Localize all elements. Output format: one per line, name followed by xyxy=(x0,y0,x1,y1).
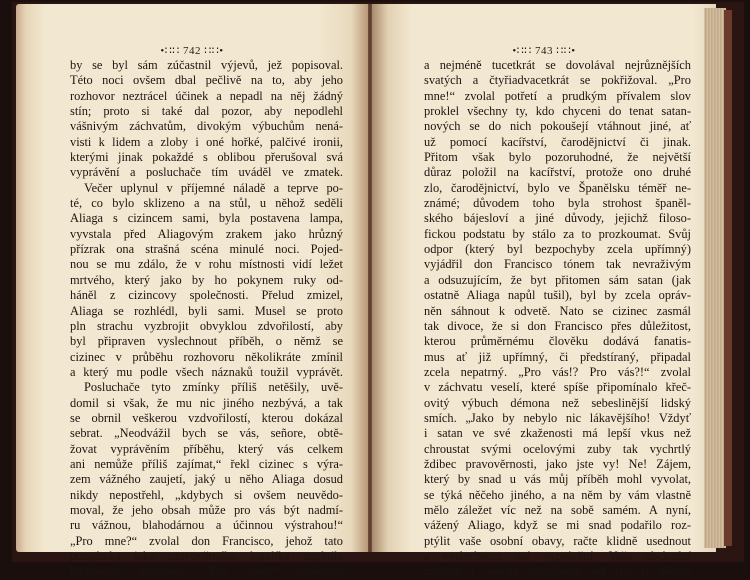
text-line: ovitý výbuch démona než sebeslinější lidský xyxy=(424,395,691,410)
text-line: se obrnil veškerou vzdvořilostí, kterou dokázal xyxy=(70,410,343,425)
text-line: nikdy nepostřehl, „kdybych si ovšem neuvědo- xyxy=(70,487,343,502)
text-line: nových se do nich pokoušejí vtáhnout jiné, ať xyxy=(424,119,691,134)
text-line: té, co bylo sklizeno a na stůl, u něhož seděli xyxy=(70,196,343,211)
text-line: vyvstala před Aliagovým zrakem jako hrůzný xyxy=(70,226,343,241)
text-line: chroustat svými ocelovými zuby tak vychrtlý xyxy=(424,441,691,456)
left-page-text xyxy=(70,58,343,580)
text-line: moval, že jeho obsah může pro vás být nadmí- xyxy=(70,502,343,517)
left-page-number: •∷∷ 742 ∷∷• xyxy=(160,45,224,57)
text-line: visti k lidem a zloby i oné hořké, palčivé ironii, xyxy=(70,134,343,149)
text-line: rozhovor neztrácel účinek a nepadl na něj žádný xyxy=(70,88,343,103)
text-line: vášnivým záchvatům, divokým výbuchům nená- xyxy=(70,119,343,134)
text-line: vyprávění a posluchače tím uváděl ve zmatek. xyxy=(70,165,343,180)
text-line: zlo, čarodějnictví, bylo ve Španělsku téměř ne- xyxy=(424,180,691,195)
left-page xyxy=(16,4,368,579)
right-page-number: •∷∷ 743 ∷∷• xyxy=(512,45,576,57)
text-line: ostatně Aliaga napůl tušil), byl by zcela opráv- xyxy=(424,288,691,303)
text-line: vyjádřil don Francisco tónem tak nevraživým xyxy=(424,257,691,272)
text-line: poznámka jako pravověrného katolíka naplnila xyxy=(70,549,343,563)
book-cover-edge xyxy=(724,10,732,546)
text-line: už pomocí kacířství, čarodějnictví či jinak. xyxy=(424,134,691,149)
text-line: ru vážnou, blahodárnou a účinnou výstrahou!“ xyxy=(70,518,343,533)
text-line: ského bájesloví a jiné důvody, jejichž filoso- xyxy=(424,211,691,226)
text-line: Této noci ovšem dbal pečlivě na to, aby jeho xyxy=(70,73,343,88)
text-line: ždibec pravověrnosti, jako jste vy! Ne! Zájem, xyxy=(424,456,691,471)
text-line: ani nemůže příliš zajímat,“ řekl cizinec s výra- xyxy=(70,456,343,471)
text-line: vážený Aliago, když se mi snad podařilo roz- xyxy=(424,518,691,533)
text-line: kterou průměrnému člověku dodává fanatis- xyxy=(424,334,691,349)
text-line: byl připraven vyslechnout příběh, o němž se xyxy=(70,334,343,349)
text-line: který by snad u vás můj příběh mohl vyvolat, xyxy=(424,472,691,487)
text-line: cizinec v průběhu rozhovoru několikráte zmínil xyxy=(70,349,343,364)
text-line: důraz položil na kacířství, protože ono druhé xyxy=(424,165,691,180)
text-line: a který mu podle všech náznaků toužil vyprávět. xyxy=(70,364,343,379)
text-line: svatých a čtyřiadvacetkrát se pokřižoval. „Pro xyxy=(424,73,691,88)
text-line: a odsuzujícím, že byt přitomen sám satan (jak xyxy=(424,272,691,287)
text-line: a nejméně tucetkrát se dovolával nejrůznějších xyxy=(424,58,691,72)
text-line: Přitom však bylo pozoruhodné, že největší xyxy=(424,150,691,165)
text-line: v záchvatu veselí, které spíše připomínalo křeč- xyxy=(424,380,691,395)
right-page-text xyxy=(424,58,691,580)
text-line: mus ať již upřímný, či předstíraný, připadal xyxy=(424,349,691,364)
text-line: Večer uplynul v příjemné náladě a teprve po- xyxy=(84,180,343,195)
text-line: háněl z cizincovy společnosti. Přelud zmizel, xyxy=(70,288,343,303)
text-line: odpor (který byl bezpochyby zcela upřímný) xyxy=(424,242,691,257)
text-line: něn sáhnout k odvetě. Nato se cizinec zasmál xyxy=(424,303,691,318)
text-line: tak divoce, že si don Francisco přes důležitost, xyxy=(424,318,691,333)
text-line: ptýlit vaše osobní obavy, račte klidně usednout xyxy=(424,533,691,548)
text-line: přízrak ona strašná scéna minulé noci. Pojed- xyxy=(70,242,343,257)
right-page xyxy=(372,4,716,579)
text-line: proklel všechny ty, kdo chyceni do tenat satan- xyxy=(424,104,691,119)
page-edges xyxy=(704,8,726,548)
text-line: fickou podstatu by stálo za to prozkoumat. Svůj xyxy=(424,226,691,241)
text-line: mne!“ zvolal potřetí a prudkým přívalem slov xyxy=(424,88,691,103)
text-line: zem vážného zaujetí, jaký u něho Aliaga dosud xyxy=(70,472,343,487)
text-line: stín; proto si také dal pozor, aby nepodlehl xyxy=(70,104,343,119)
text-line: a vyslechnout mé vyprávění. Vaše obchodní xyxy=(424,549,691,563)
text-line: nou se mu zdálo, že v rohu místnosti vidí ležet xyxy=(70,257,343,272)
text-line: domil si však, že mu nic jiného nezbývá, a tak xyxy=(70,395,343,410)
text-line: Posluchače tyto zmínky příliš netěšily, uvě- xyxy=(84,380,343,395)
text-line: by se byl sám zúčastnil výjevů, jež popisoval. xyxy=(70,58,343,72)
text-line: „Pro mne?“ zvolal don Francisco, jehož tato xyxy=(70,533,343,548)
text-line: mělo záležet víc než na sobě samém. A nyní, xyxy=(424,502,691,517)
text-line: Aliaga se rozhlédl, byli sami. Musel se proto xyxy=(70,303,343,318)
text-line: pln strachu vyzbrojit obvyklou zdvořilostí, aby xyxy=(70,318,343,333)
text-line: se týká něčeho jiného, a na něm by vám vlastně xyxy=(424,487,691,502)
text-line: znalosti i obecné vědomosti, jež jste si během xyxy=(424,564,691,579)
text-line: smích. „Jako by nebylo nic lákavějšího! Vždyť xyxy=(424,410,691,425)
text-line: zcela nepatrný. „Pro vás!? Pro vás?!“ zvolal xyxy=(424,364,691,379)
text-line: mrtvého, který jako by ho pokynem ruky od- xyxy=(70,272,343,287)
text-line: hlubokým odporem. „Pro mne?“ opakoval xyxy=(70,564,343,579)
text-line: i satan ve své zkaženosti má lepší vkus než xyxy=(424,426,691,441)
text-line: známé; důvodem toho byla strohost španěl- xyxy=(424,196,691,211)
text-line: Aliaga s cizincem sami, byla postavena lampa, xyxy=(70,211,343,226)
text-line: sebrat. „Neodvážil bych se vás, señore, obtě- xyxy=(70,426,343,441)
text-line: kterými jinak pokaždé s oblibou přerušoval svá xyxy=(70,150,343,165)
text-line: žovat vyprávěním příběhu, který vás celkem xyxy=(70,441,343,456)
